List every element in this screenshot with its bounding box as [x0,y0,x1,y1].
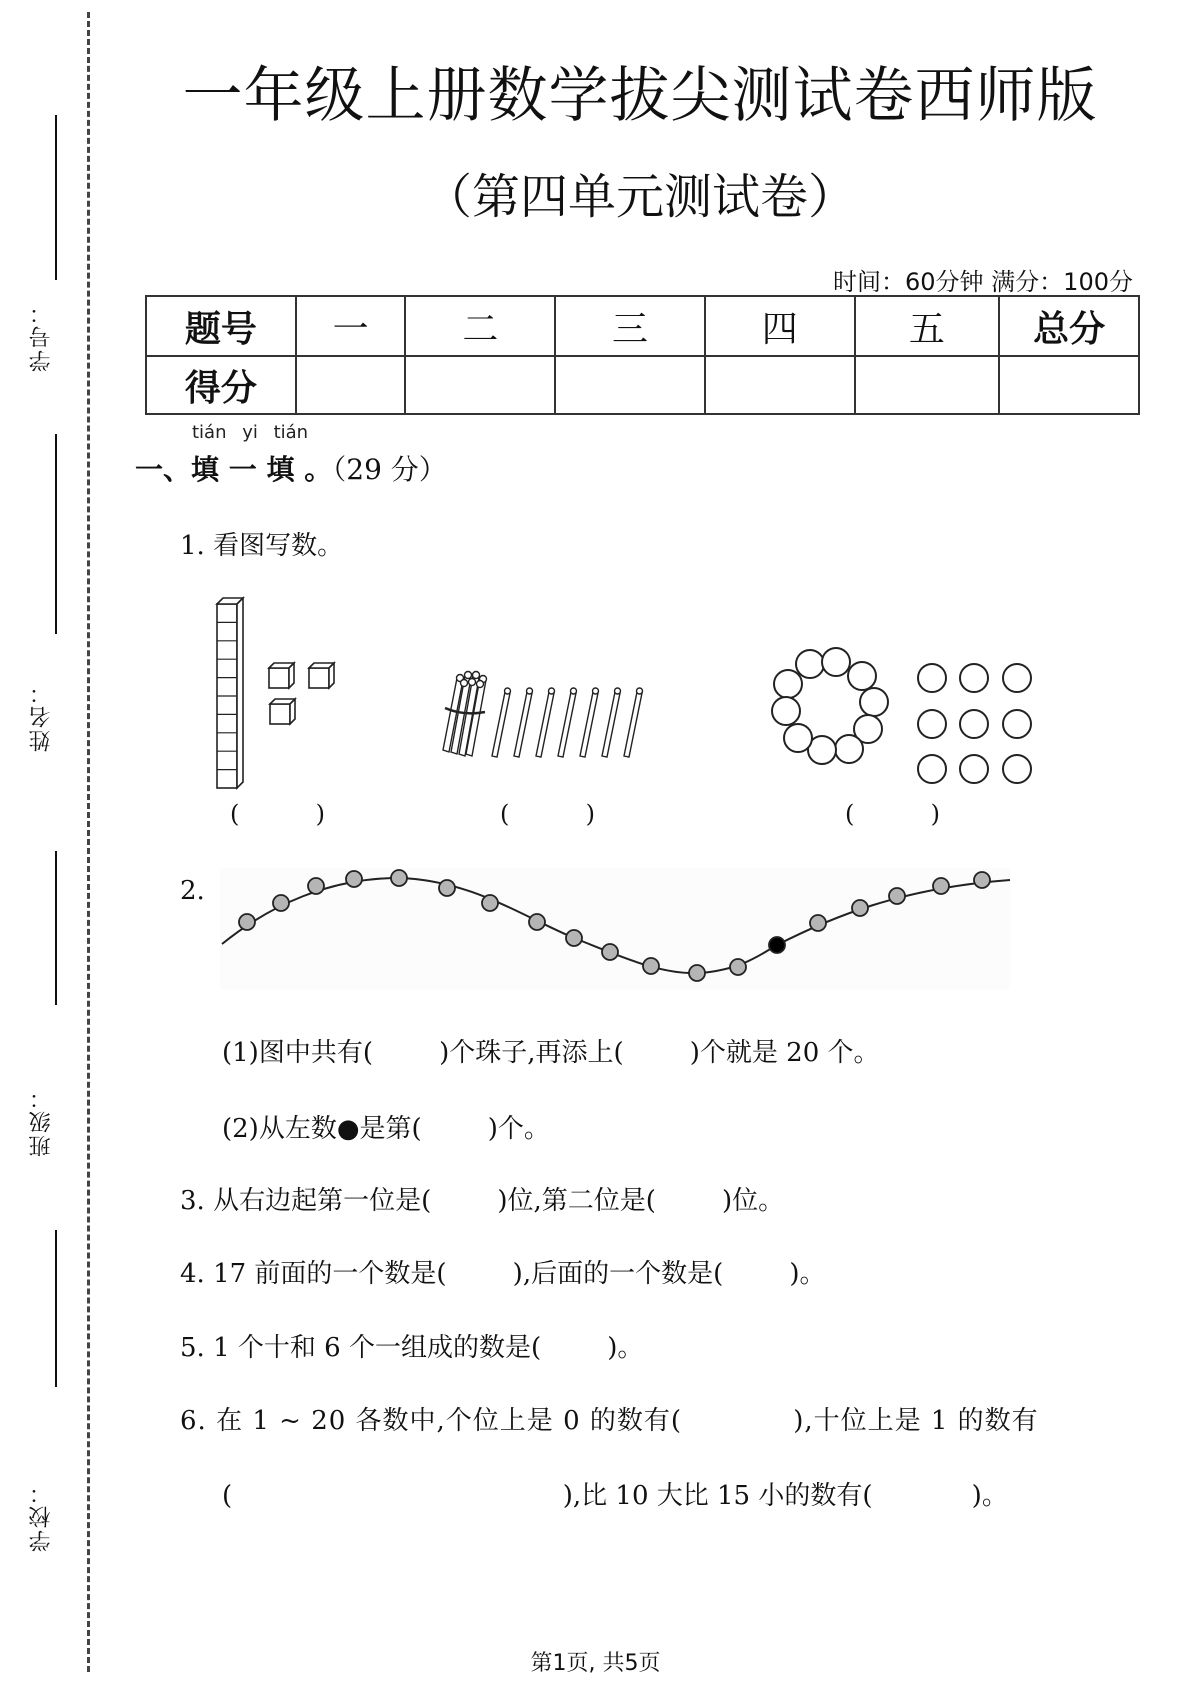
answer-blank-1c[interactable]: ( ) [845,800,941,828]
page-indicator: 第1页, 共5页 [530,1651,661,1676]
school-label: 学校： [29,1480,54,1552]
answer-blank-1b[interactable]: ( ) [500,800,596,828]
answer-blank-1a[interactable]: ( ) [230,800,326,828]
exam-meta: 时间：60分钟 满分：100分 [833,268,1133,296]
section-1-heading: 一、填 一 填 。 [135,453,333,486]
question-4: 4. 17 前面的一个数是( ),后面的一个数是( )。 [180,1259,826,1289]
question-1-text: 1. 看图写数。 [180,531,344,561]
question-2-number: 2. [180,876,205,906]
header-cell-section-5: 五 [855,296,1000,356]
page-subtitle: （第四单元测试卷） [423,169,856,225]
header-cell-total: 总分 [999,296,1139,356]
question-6-line-1: 6. 在 1 ~ 20 各数中,个位上是 0 的数有( ),十位上是 1 的数有 [180,1406,1039,1436]
question-3: 3. 从右边起第一位是( )位,第二位是( )位。 [180,1186,785,1216]
student-number-label: 学号： [29,300,54,372]
header-cell-section-2: 二 [405,296,555,356]
class-label: 班级： [29,1085,54,1157]
name-label: 姓名： [29,680,54,752]
question-2-sub-2: (2)从左数●是第( )个。 [222,1114,550,1144]
question-6-line-2: ( ),比 10 大比 15 小的数有( )。 [222,1481,1008,1511]
header-cell-question-number: 题号 [146,296,296,356]
page-title: 一年级上册数学拔尖测试卷西师版 [182,61,1098,131]
header-cell-section-1: 一 [296,296,406,356]
section-1-score: （29 分） [332,453,447,486]
question-2-sub-1: (1)图中共有( )个珠子,再添上( )个就是 20 个。 [222,1038,880,1068]
score-row-label: 得分 [146,356,296,414]
header-cell-section-3: 三 [555,296,705,356]
question-5: 5. 1 个十和 6 个一组成的数是( )。 [180,1333,644,1363]
header-cell-section-4: 四 [705,296,855,356]
section-pinyin: tián yi tián [192,422,309,443]
